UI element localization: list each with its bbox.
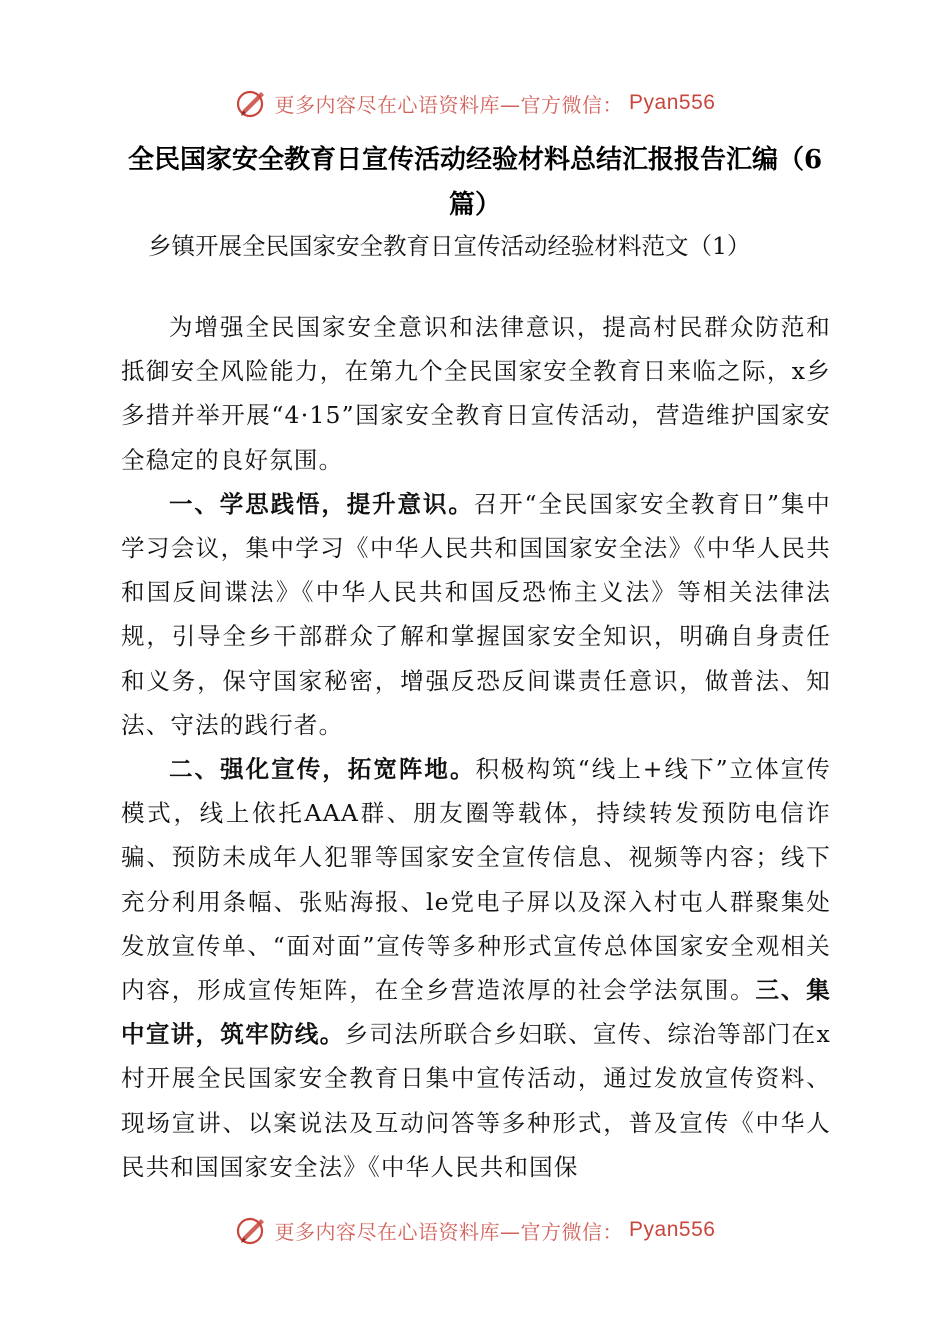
- section-2-body: 积极构筑“线上+线下”立体宣传模式，线上依托AAA群、朋友圈等载体，持续转发预防电信诈骗、预防未成年人犯罪等国家安全宣传信息、视频等内容；线下充分利用条幅、张贴海报、le党电子屏以及深入村屯人群聚集处发放宣传单、“面对面”宣传等多种形式宣传总体国家安全观相关内容，形成宣传矩阵，在全乡营造浓厚的社会学法氛围。: [121, 755, 831, 1005]
- section-3-heading: 三、集中宣讲，筑牢防线。: [121, 976, 831, 1049]
- paragraph-section-2-3: [121, 747, 831, 1189]
- watermark-wechat-id: Pyan556: [629, 1218, 716, 1241]
- section-1-heading: 一、学思践悟，提升意识。: [169, 489, 474, 518]
- document-title: 全民国家安全教育日宣传活动经验材料总结汇报报告汇编（6篇）: [127, 145, 823, 220]
- paragraph-section-1: [121, 482, 831, 747]
- watermark-footer: [0, 1213, 950, 1247]
- section-3-body: 乡司法所联合乡妇联、宣传、综治等部门在x村开展全民国家安全教育日集中宣传活动，通过发放宣传资料、现场宣讲、以案说法及互动问答等多种形式，普及宣传《中华人民共和国国家安全法》《中华人民共和国保: [121, 1020, 831, 1181]
- document-body: [121, 305, 831, 1189]
- section-2-heading: 二、强化宣传，拓宽阵地。: [169, 755, 476, 784]
- watermark-text: 更多内容尽在心语资料库—官方微信：: [274, 1219, 624, 1244]
- watermark-header: [0, 86, 950, 120]
- watermark-wechat-id: Pyan556: [629, 91, 716, 114]
- section-1-body: 召开“全民国家安全教育日”集中学习会议，集中学习《中华人民共和国国家安全法》《中华人民共和国反间谍法》《中华人民共和国反恐怖主义法》等相关法律法规，引导全乡干部群众了解和掌握国家安全知识，明确自身责任和义务，保守国家秘密，增强反恐反间谍责任意识，做普法、知法、守法的践行者。: [121, 489, 832, 739]
- pen-logo-icon: [235, 86, 269, 120]
- paragraph-intro: 为增强全民国家安全意识和法律意识，提高村民群众防范和抵御安全风险能力，在第九个全民国家安全教育日来临之际，x乡多措并举开展“4·15”国家安全教育日宣传活动，营造维护国家安全稳定的良好氛围。: [121, 313, 831, 474]
- pen-logo-icon: [235, 1213, 269, 1247]
- document-subtitle: 乡镇开展全民国家安全教育日宣传活动经验材料范文（1）: [148, 232, 751, 260]
- watermark-text: 更多内容尽在心语资料库—官方微信：: [274, 92, 624, 117]
